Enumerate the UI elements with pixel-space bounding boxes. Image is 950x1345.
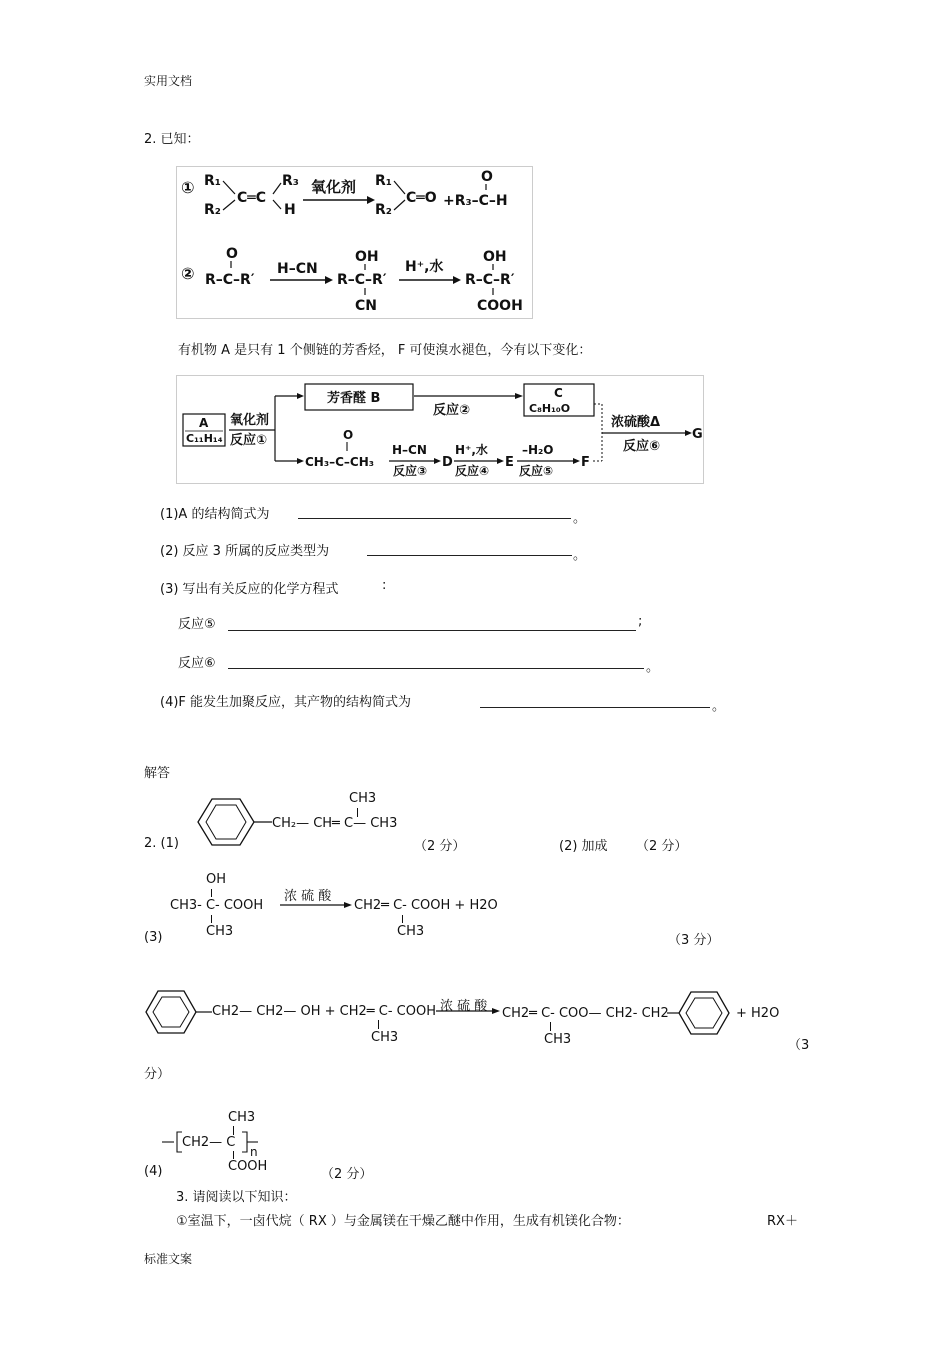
known-reactions-figure bbox=[176, 166, 533, 319]
subquestion-4-blank[interactable] bbox=[480, 707, 710, 708]
r1-right-bottom: H bbox=[284, 202, 296, 218]
r1-right-top: R₃ bbox=[282, 173, 299, 189]
r1-product2: +R₃–C–H bbox=[443, 193, 508, 209]
aldehyde-b-label: 芳香醛 B bbox=[327, 391, 381, 406]
eq1-bond-top bbox=[211, 889, 212, 897]
eq1-bond-bottom bbox=[211, 915, 212, 923]
r2-start-oxygen: O bbox=[226, 246, 238, 262]
subquestion-3: (3) 写出有关反应的化学方程式 bbox=[160, 582, 339, 597]
subquestion-4-end: 。 bbox=[712, 699, 726, 714]
r2-start: R–C–R′ bbox=[205, 272, 255, 288]
answer-1-score: （2 分） bbox=[414, 839, 466, 854]
answer-4-score: （2 分） bbox=[321, 1167, 373, 1182]
compound-c-label: C bbox=[554, 386, 563, 400]
answer-3-eq1-right-methyl: CH3 bbox=[397, 924, 425, 939]
polymer-bond-bottom bbox=[233, 1151, 234, 1159]
answer-4-chain: CH2— C bbox=[182, 1135, 236, 1150]
reaction-2-label: 反应② bbox=[433, 403, 471, 418]
reaction-1-number: ① bbox=[181, 178, 195, 197]
answer-3-eq1-acid: 浓 硫 酸 bbox=[284, 889, 332, 904]
answer-2: (2) 加成 bbox=[559, 839, 608, 854]
page-footer: 标准文案 bbox=[144, 1252, 193, 1266]
reaction-scheme-figure bbox=[176, 375, 704, 484]
compound-e-label: E bbox=[505, 455, 514, 470]
acetone-formula: CH₃–C–CH₃ bbox=[305, 455, 375, 469]
r2-end-hydroxyl: OH bbox=[483, 249, 507, 265]
reaction-4-label: 反应④ bbox=[455, 464, 490, 478]
answer-3-score-1: （3 分） bbox=[668, 933, 720, 948]
r1-left-bottom: R₂ bbox=[204, 202, 221, 218]
r1-left-core: C═C bbox=[237, 190, 266, 206]
eq1-right-bond bbox=[402, 915, 403, 923]
acetone-oxygen: O bbox=[343, 428, 354, 442]
answer-3-eq1-hydroxyl: OH bbox=[206, 872, 227, 887]
reaction-1-label: 反应① bbox=[230, 433, 268, 448]
r2-end-carboxyl: COOH bbox=[477, 298, 523, 314]
answer-1-prefix: 2. (1) bbox=[144, 836, 179, 851]
answer-title: 解答 bbox=[144, 766, 171, 781]
answer-3-eq1-right: CH2═ C- COOH + H2O bbox=[354, 898, 498, 913]
benzene-ring-icon bbox=[196, 796, 272, 848]
subquestion-3-colon: : bbox=[382, 578, 387, 593]
r2-end: R–C–R′ bbox=[465, 272, 515, 288]
answer-3-eq2-left-methyl: CH3 bbox=[371, 1030, 399, 1045]
question-3-line-1: ①室温下，一卤代烷（ RX ）与金属镁在干燥乙醚中作用，生成有机镁化合物： bbox=[176, 1214, 630, 1229]
r1-product-top: R₁ bbox=[375, 173, 392, 189]
hcn-label: H–CN bbox=[392, 443, 427, 457]
r1-product-core: C═O bbox=[406, 190, 437, 206]
answer-4-carboxyl: COOH bbox=[228, 1159, 268, 1174]
dehydration-label: –H₂O bbox=[522, 443, 554, 457]
eq2-right-bond bbox=[550, 1022, 551, 1031]
compound-a-label: A bbox=[199, 416, 209, 430]
subquestion-1: (1)A 的结构简式为 bbox=[160, 507, 270, 522]
subquestion-4: (4)F 能发生加聚反应，其产物的结构简式为 bbox=[160, 695, 412, 710]
r2-mid-hydroxyl: OH bbox=[355, 249, 379, 265]
r1-product-bottom: R₂ bbox=[375, 202, 392, 218]
answer-4-methyl: CH3 bbox=[228, 1110, 256, 1125]
acid-water-label: H⁺,水 bbox=[455, 443, 488, 457]
reaction-5-label: 反应⑤ bbox=[519, 464, 554, 478]
compound-f-label: F bbox=[581, 455, 590, 470]
reaction-6-label: 反应⑥ bbox=[623, 439, 661, 454]
reaction-6-blank[interactable] bbox=[228, 668, 644, 669]
known-reactions-svg bbox=[177, 167, 532, 318]
r1-reagent: 氧化剂 bbox=[311, 178, 357, 196]
reaction-5-end: ; bbox=[638, 614, 643, 629]
reaction-3-label: 反应③ bbox=[393, 464, 428, 478]
reaction-2-number: ② bbox=[181, 264, 195, 283]
question-2-title: 2. 已知： bbox=[144, 132, 200, 147]
r2-mid-cyano: CN bbox=[355, 298, 377, 314]
reaction-6-end: 。 bbox=[646, 660, 660, 675]
compound-c-formula: C₈H₁₀O bbox=[529, 402, 571, 415]
answer-3-eq2-right-methyl: CH3 bbox=[544, 1032, 572, 1047]
r1-product2-oxygen: O bbox=[481, 169, 493, 185]
eq2-arrow-icon bbox=[436, 1006, 500, 1016]
answer-3-score-2a: （3 bbox=[788, 1038, 810, 1053]
r2-reagent-2: H⁺,水 bbox=[405, 259, 444, 275]
r2-mid: R–C–R′ bbox=[337, 272, 387, 288]
conc-sulfuric-acid-label: 浓硫酸Δ bbox=[611, 415, 661, 430]
compound-d-label: D bbox=[442, 455, 453, 470]
question-2-intro: 有机物 A 是只有 1 个侧链的芳香烃， F 可使溴水褪色，今有以下变化： bbox=[178, 343, 592, 358]
r1-left-top: R₁ bbox=[204, 173, 221, 189]
subquestion-2-blank[interactable] bbox=[367, 555, 572, 556]
answer-3-eq1-left: CH3- C- COOH bbox=[170, 898, 264, 913]
subquestion-2-end: 。 bbox=[573, 548, 587, 563]
compound-g-label: G bbox=[692, 427, 703, 442]
compound-a-formula: C₁₁H₁₄ bbox=[186, 432, 223, 445]
question-3-title: 3. 请阅读以下知识： bbox=[176, 1190, 297, 1205]
answer-3-eq2-acid: 浓 硫 酸 bbox=[440, 999, 488, 1014]
answer-3-eq2-right: CH2═ C- COO— CH2- CH2 bbox=[502, 1006, 669, 1021]
r2-reagent-1: H–CN bbox=[277, 261, 318, 277]
subquestion-1-blank[interactable] bbox=[298, 518, 571, 519]
answer-3-eq1-methyl: CH3 bbox=[206, 924, 234, 939]
eq1-arrow-icon bbox=[280, 900, 352, 910]
answer-2-score: （2 分） bbox=[636, 839, 688, 854]
eq2-benzene-left-icon bbox=[144, 989, 212, 1035]
answer-3-label: (3) bbox=[144, 930, 163, 945]
reaction-scheme-svg bbox=[177, 376, 703, 483]
answer-3-eq2-water: + H2O bbox=[736, 1006, 780, 1021]
oxidant-label: 氧化剂 bbox=[230, 413, 270, 428]
eq2-benzene-right-icon bbox=[667, 990, 731, 1036]
answer-1-chain: CH₂— CH═ C— CH3 bbox=[272, 816, 398, 831]
subquestion-3-reaction-6: 反应⑥ bbox=[178, 656, 216, 671]
answer-3-eq2-left: CH2— CH2— OH + CH2═ C- COOH bbox=[212, 1004, 436, 1019]
answer-1-methyl: CH3 bbox=[349, 791, 377, 806]
eq2-left-bond bbox=[378, 1020, 379, 1029]
subquestion-2: (2) 反应 3 所属的反应类型为 bbox=[160, 544, 330, 559]
subquestion-1-end: 。 bbox=[573, 511, 587, 526]
answer-4-label: (4) bbox=[144, 1164, 163, 1179]
question-3-line-1-end: RX＋ bbox=[767, 1214, 798, 1229]
reaction-5-blank[interactable] bbox=[228, 630, 636, 631]
answer-3-score-2b: 分） bbox=[144, 1067, 171, 1082]
page-header: 实用文档 bbox=[144, 74, 193, 88]
subquestion-3-reaction-5: 反应⑤ bbox=[178, 617, 216, 632]
answer-4-n: n bbox=[250, 1145, 258, 1159]
